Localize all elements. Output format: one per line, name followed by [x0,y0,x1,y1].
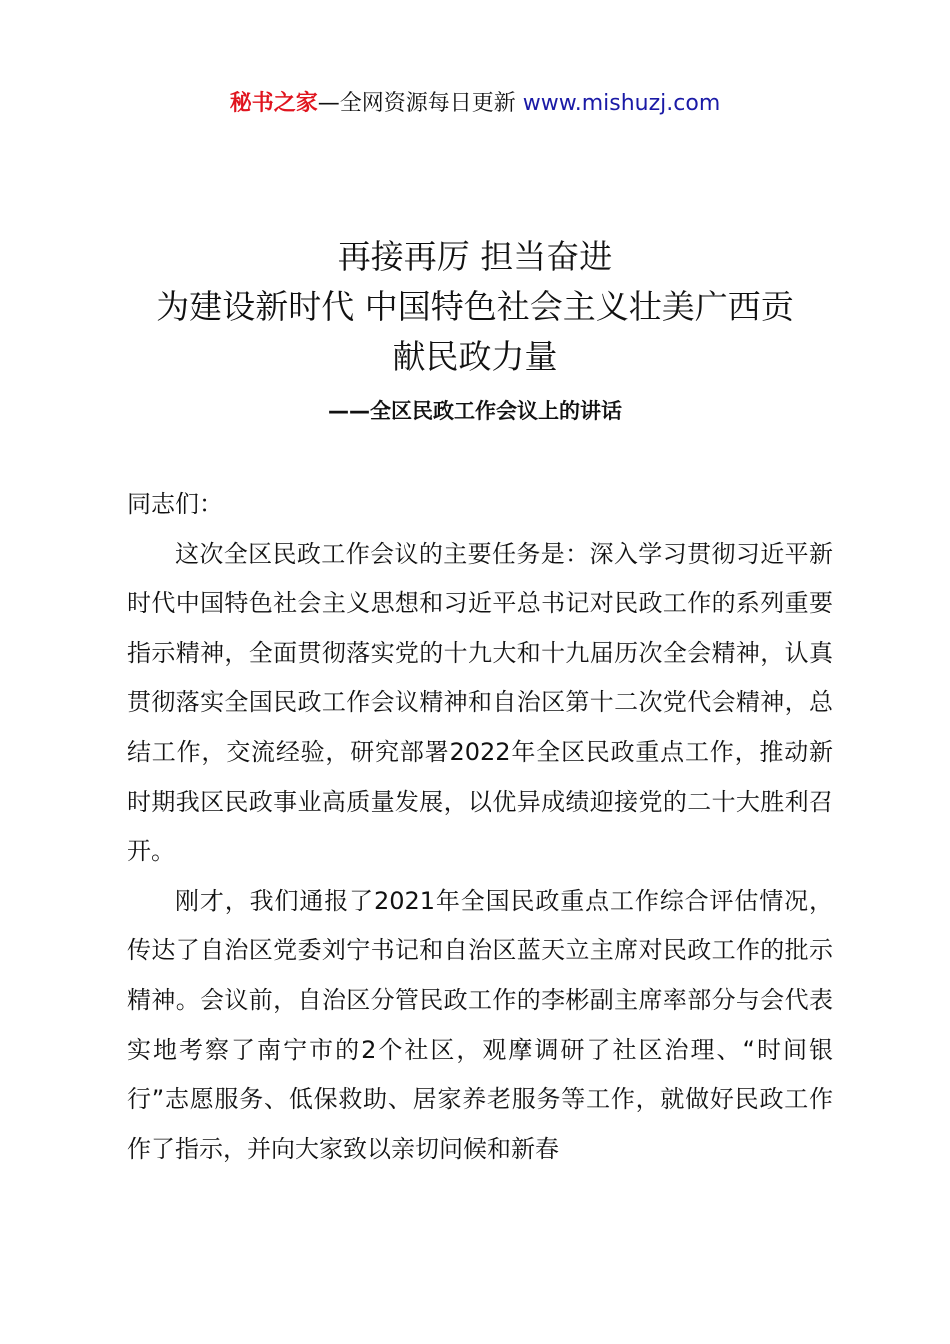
paragraph-2: 刚才，我们通报了2021年全国民政重点工作综合评估情况，传达了自治区党委刘宁书记和自治区蓝天立主席对民政工作的批示精神。会议前，自治区分管民政工作的李彬副主席率部分与会代表实地考察了南宁市的2个社区，观摩调研了社区治理、“时间银行”志愿服务、低保救助、居家养老服务等工作，就做好民政工作作了指示，并向大家致以亲切问候和新春 [127,886,833,1163]
title-line-3: 献民政力量 [392,337,558,376]
salutation: 同志们： [127,490,223,518]
site-slogan: —全网资源每日更新 [317,91,523,116]
site-url-link[interactable]: www.mishuzj.com [522,91,721,116]
document-title [110,232,840,426]
brand-name: 秘书之家 [229,91,318,116]
site-header [0,88,950,120]
title-line-1: 再接再厉 担当奋进 [337,237,613,276]
paragraph-1: 这次全区民政工作会议的主要任务是：深入学习贯彻习近平新时代中国特色社会主义思想和习近平总书记对民政工作的系列重要指示精神，全面贯彻落实党的十九大和十九届历次全会精神，认真贯彻落实全国民政工作会议精神和自治区第十二次党代会精神，总结工作，交流经验，研究部署2022年全区民政重点工作，推动新时期我区民政事业高质量发展，以优异成绩迎接党的二十大胜利召开。 [127,539,833,866]
document-subtitle: ——全区民政工作会议上的讲话 [328,399,622,423]
title-line-2: 为建设新时代 中国特色社会主义壮美广西贡 [156,287,794,326]
speech-body [127,480,833,1174]
